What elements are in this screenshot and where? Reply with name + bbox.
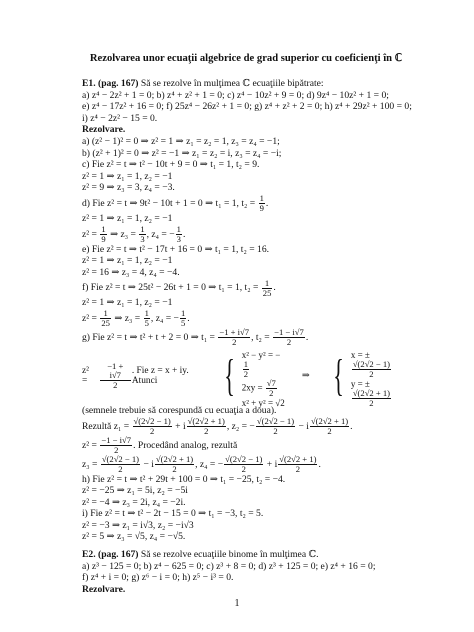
page-number: 1 bbox=[234, 598, 240, 609]
e2-equations-line-1: a) z³ − 125 = 0; b) z⁴ − 625 = 0; c) z³ + 8 = 0; d) z³ + 125 = 0; e) z⁴ + 16 = 0; bbox=[82, 560, 376, 572]
solution-d-2: z² = 1 ⇒ z₁ = 1, z₂ = −1 bbox=[82, 212, 173, 224]
left-brace-icon: { bbox=[223, 350, 235, 400]
solution-g-1: g) Fie z² = t ⇒ t² + t + 2 = 0 ⇒ t₁ = $\frac{-1 + i√7}{2}$ , t₂ = $\frac{-1 - i√7}{2}$ . bbox=[82, 327, 309, 348]
fraction: $\frac{1}{9}$ bbox=[259, 193, 264, 214]
exercise-e1-heading: E1. (pag. 167) bbox=[82, 78, 139, 89]
e1-equations-line-1: a) z⁴ − 2z² + 1 = 0; b) z⁴ + z² + 1 = 0; c) z⁴ − 10z² + 9 = 0; d) 9z⁴ − 10z² + 1 = 0; bbox=[82, 89, 389, 101]
sign-note: (semnele trebuie să corespundă cu ecuaţia a doua). bbox=[82, 404, 277, 416]
solution-d-1: d) Fie z² = t ⇒ 9t² − 10t + 1 = 0 ⇒ t₁ = 1, t₂ = $\frac{1}{9}$ . bbox=[82, 193, 269, 214]
solution-e-3: z² = 16 ⇒ z₃ = 4, z₄ = −4. bbox=[82, 266, 180, 278]
equation-system: x² − y² = − $\frac{1}{2}$ 2xy = $\frac{√7}{2}$ x² + y² = √2 bbox=[241, 349, 285, 408]
solution-i-3: z² = 5 ⇒ z₃ = √5, z₄ = −√5. bbox=[82, 531, 186, 543]
solution-c-3: z² = 9 ⇒ z₃ = 3, z₄ = −3. bbox=[82, 182, 175, 194]
solution-h-2: z² = −25 ⇒ z₁ = 5i, z₂ = −5i bbox=[82, 485, 188, 497]
e1-equations-line-3: i) z⁴ − 2z² − 15 = 0. bbox=[82, 112, 158, 124]
solution-e-2: z² = 1 ⇒ z₁ = 1, z₂ = −1 bbox=[82, 255, 173, 267]
e2-equations-line-2: f) z⁴ + i = 0; g) z⁶ − i = 0; h) z⁵ − i³ = 0. bbox=[82, 572, 234, 584]
solution-f-3: z² = $\frac{1}{25}$ ⇒ z₃ = $\frac{1}{5}$ , z₄ = − $\frac{1}{5}$ . bbox=[82, 308, 190, 329]
exercise-e1-statement: E1. (pag. 167) Să se rezolve în mulţimea ℂ ecuaţiile bipătrate: bbox=[82, 78, 324, 89]
solution-system: x = ± $\frac{√(2√2 - 1)}{2}$ y = ± $\frac{√(2√2 + 1)}{2}$ bbox=[350, 349, 391, 408]
result-z1-z2: Rezultă z₁ = $\frac{√(2√2 - 1)}{2}$ + i $\frac{√(2√2 + 1)}{2}$ , z₂ = − $\frac{√(2√2 - 1)}{2}$ − i $\frac{√(2√2 + 1)}{2}$ . bbox=[82, 415, 353, 436]
solution-c-1: c) Fie z² = t ⇒ t² − 10t + 9 = 0 ⇒ t₁ = 1, t₂ = 9. bbox=[82, 159, 260, 171]
page-title: Rezolvarea unor ecuaţii algebrice de grad superior cu coeficienţi în ℂ bbox=[89, 53, 403, 64]
e1-solution-heading: Rezolvare. bbox=[82, 124, 126, 136]
implies-arrow-icon: ⇒ bbox=[301, 371, 310, 382]
solution-h-3: z² = −4 ⇒ z₃ = 2i, z₄ = −2i. bbox=[82, 496, 186, 508]
solution-a: a) (z² − 1)² = 0 ⇒ z² = 1 ⇒ z₁ = z₂ = 1, z₃ = z₄ = −1; bbox=[82, 135, 280, 147]
solution-i-1: i) Fie z² = t ⇒ t² − 2t − 15 = 0 ⇒ t₁ = −3, t₂ = 5. bbox=[82, 508, 264, 520]
left-brace-icon: { bbox=[332, 350, 344, 400]
solution-b: b) (z² + 1)² = 0 ⇒ z² = −1 ⇒ z₁ = z₂ = i, z₃ = z₄ = −i; bbox=[82, 147, 282, 159]
solution-f-1: f) Fie z² = t ⇒ 25t² − 26t + 1 = 0 ⇒ t₁ = 1, t₂ = $\frac{1}{25}$ . bbox=[82, 277, 276, 298]
exercise-e2-statement: E2. (pag. 167) Să se rezolve ecuaţiile binome în mulţimea ℂ. bbox=[82, 549, 319, 561]
solution-e-1: e) Fie z² = t ⇒ t² − 17t + 16 = 0 ⇒ t₁ = 1, t₂ = 16. bbox=[82, 243, 270, 255]
solution-g-system: z² = $\frac{-1 + i√7}{2}$ . Fie z = x + iy. Atunci { x² − y² = − $\frac{1}{2}$ 2xy = $\frac{√7}{2}$ x² + y² = √2 ⇒ { x = ± $\frac{√(2√2 - 1)}{2}$ y = ± $\frac{√(2√2 + 1)}{2}$ bbox=[82, 348, 410, 404]
solution-c-2: z² = 1 ⇒ z₁ = 1, z₂ = −1 bbox=[82, 170, 173, 182]
solution-i-2: z² = −3 ⇒ z₁ = i√3, z₂ = −i√3 bbox=[82, 519, 194, 531]
solution-f-2: z² = 1 ⇒ z₁ = 1, z₂ = −1 bbox=[82, 297, 173, 309]
solution-d-3: z² = $\frac{1}{9}$ ⇒ z₃ = $\frac{1}{3}$ , z₄ = − $\frac{1}{3}$ . bbox=[82, 223, 186, 244]
e1-equations-line-2: e) z⁴ − 17z² + 16 = 0; f) 25z⁴ − 26z² + 1 = 0; g) z⁴ + z² + 2 = 0; h) z⁴ + 29z² + 100 = 0; bbox=[82, 101, 412, 113]
solution-h-1: h) Fie z² = t ⇒ t² + 29t + 100 = 0 ⇒ t₁ = −25, t₂ = −4. bbox=[82, 473, 286, 485]
solution-g-3: z² = $\frac{-1 - i√7}{2}$ . Procedând analog, rezultă bbox=[82, 434, 238, 455]
e2-solution-heading: Rezolvare. bbox=[82, 583, 126, 595]
exercise-e2-heading: E2. (pag. 167) bbox=[82, 549, 139, 561]
result-z3-z4: z₃ = $\frac{√(2√2 - 1)}{2}$ − i $\frac{√(2√2 + 1)}{2}$ , z₄ = − $\frac{√(2√2 - 1)}{2}$ + i $\frac{√(2√2 + 1)}{2}$ . bbox=[82, 453, 321, 474]
